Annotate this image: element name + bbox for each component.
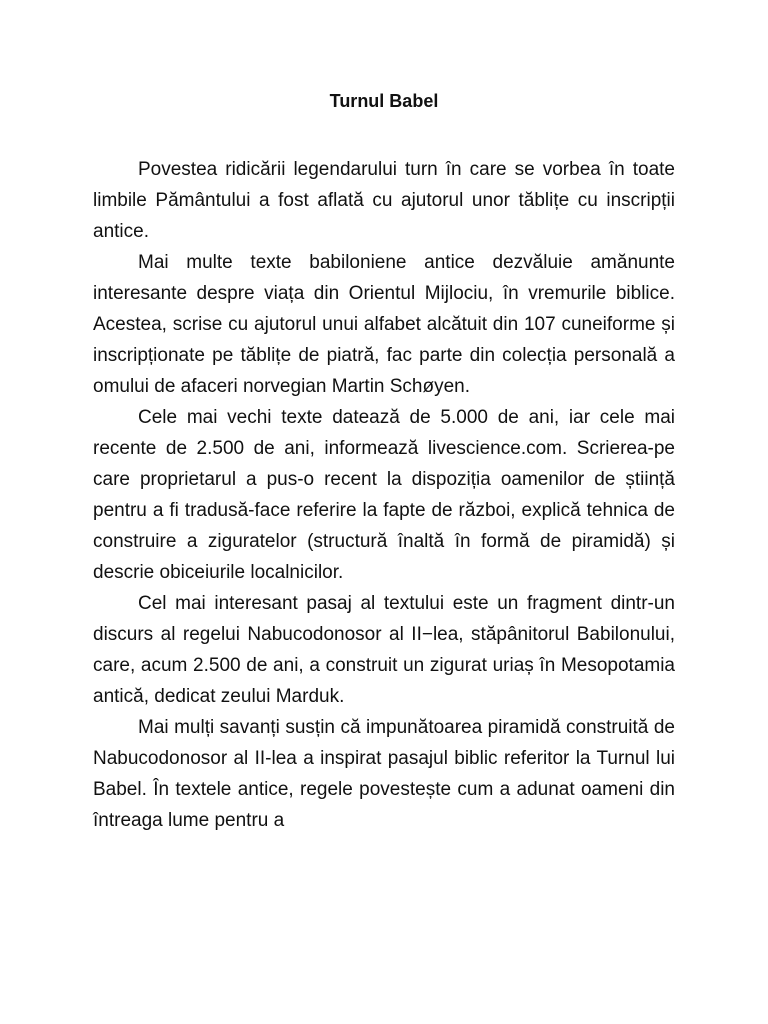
paragraph-3: Cele mai vechi texte datează de 5.000 de ani, iar cele mai recente de 2.500 de ani, informează livescience.com. Scrierea-pe care proprietarul a pus-o recent la dispoziția oamenilor de știință pentru a fi tradusă-face referire la fapte de război, explică tehnica de construire a ziguratelor (structură înaltă în formă de piramidă) și descrie obiceiurile localnicilor. (93, 407, 675, 583)
paragraph-4: Cel mai interesant pasaj al textului este un fragment dintr-un discurs al regelui Nabucodonosor al II−lea, stăpânitorul Babilonului, care, acum 2.500 de ani, a construit un zigurat uriaș în Mesopotamia antică, dedicat zeului Marduk. (93, 593, 675, 707)
paragraph-2: Mai multe texte babiloniene antice dezvăluie amănunte interesante despre viața din Orientul Mijlociu, în vremurile biblice. Acestea, scrise cu ajutorul unui alfabet alcătuit din 107 cuneiforme și inscripționate pe tăblițe de piatră, fac parte din colecția personală a omului de afaceri norvegian Martin Schøyen. (93, 252, 675, 397)
page-title: Turnul Babel (329, 91, 439, 111)
paragraph-1: Povestea ridicării legendarului turn în care se vorbea în toate limbile Pământului a fost aflată cu ajutorul unor tăblițe cu inscripții antice. (93, 159, 675, 242)
paragraph-5: Mai mulți savanți susțin că impunătoarea piramidă construită de Nabucodonosor al II-lea a inspirat pasajul biblic referitor la Turnul lui Babel. În textele antice, regele povestește cum a adunat oameni din întreaga lume pentru a (93, 717, 675, 831)
document-page (93, 88, 675, 836)
